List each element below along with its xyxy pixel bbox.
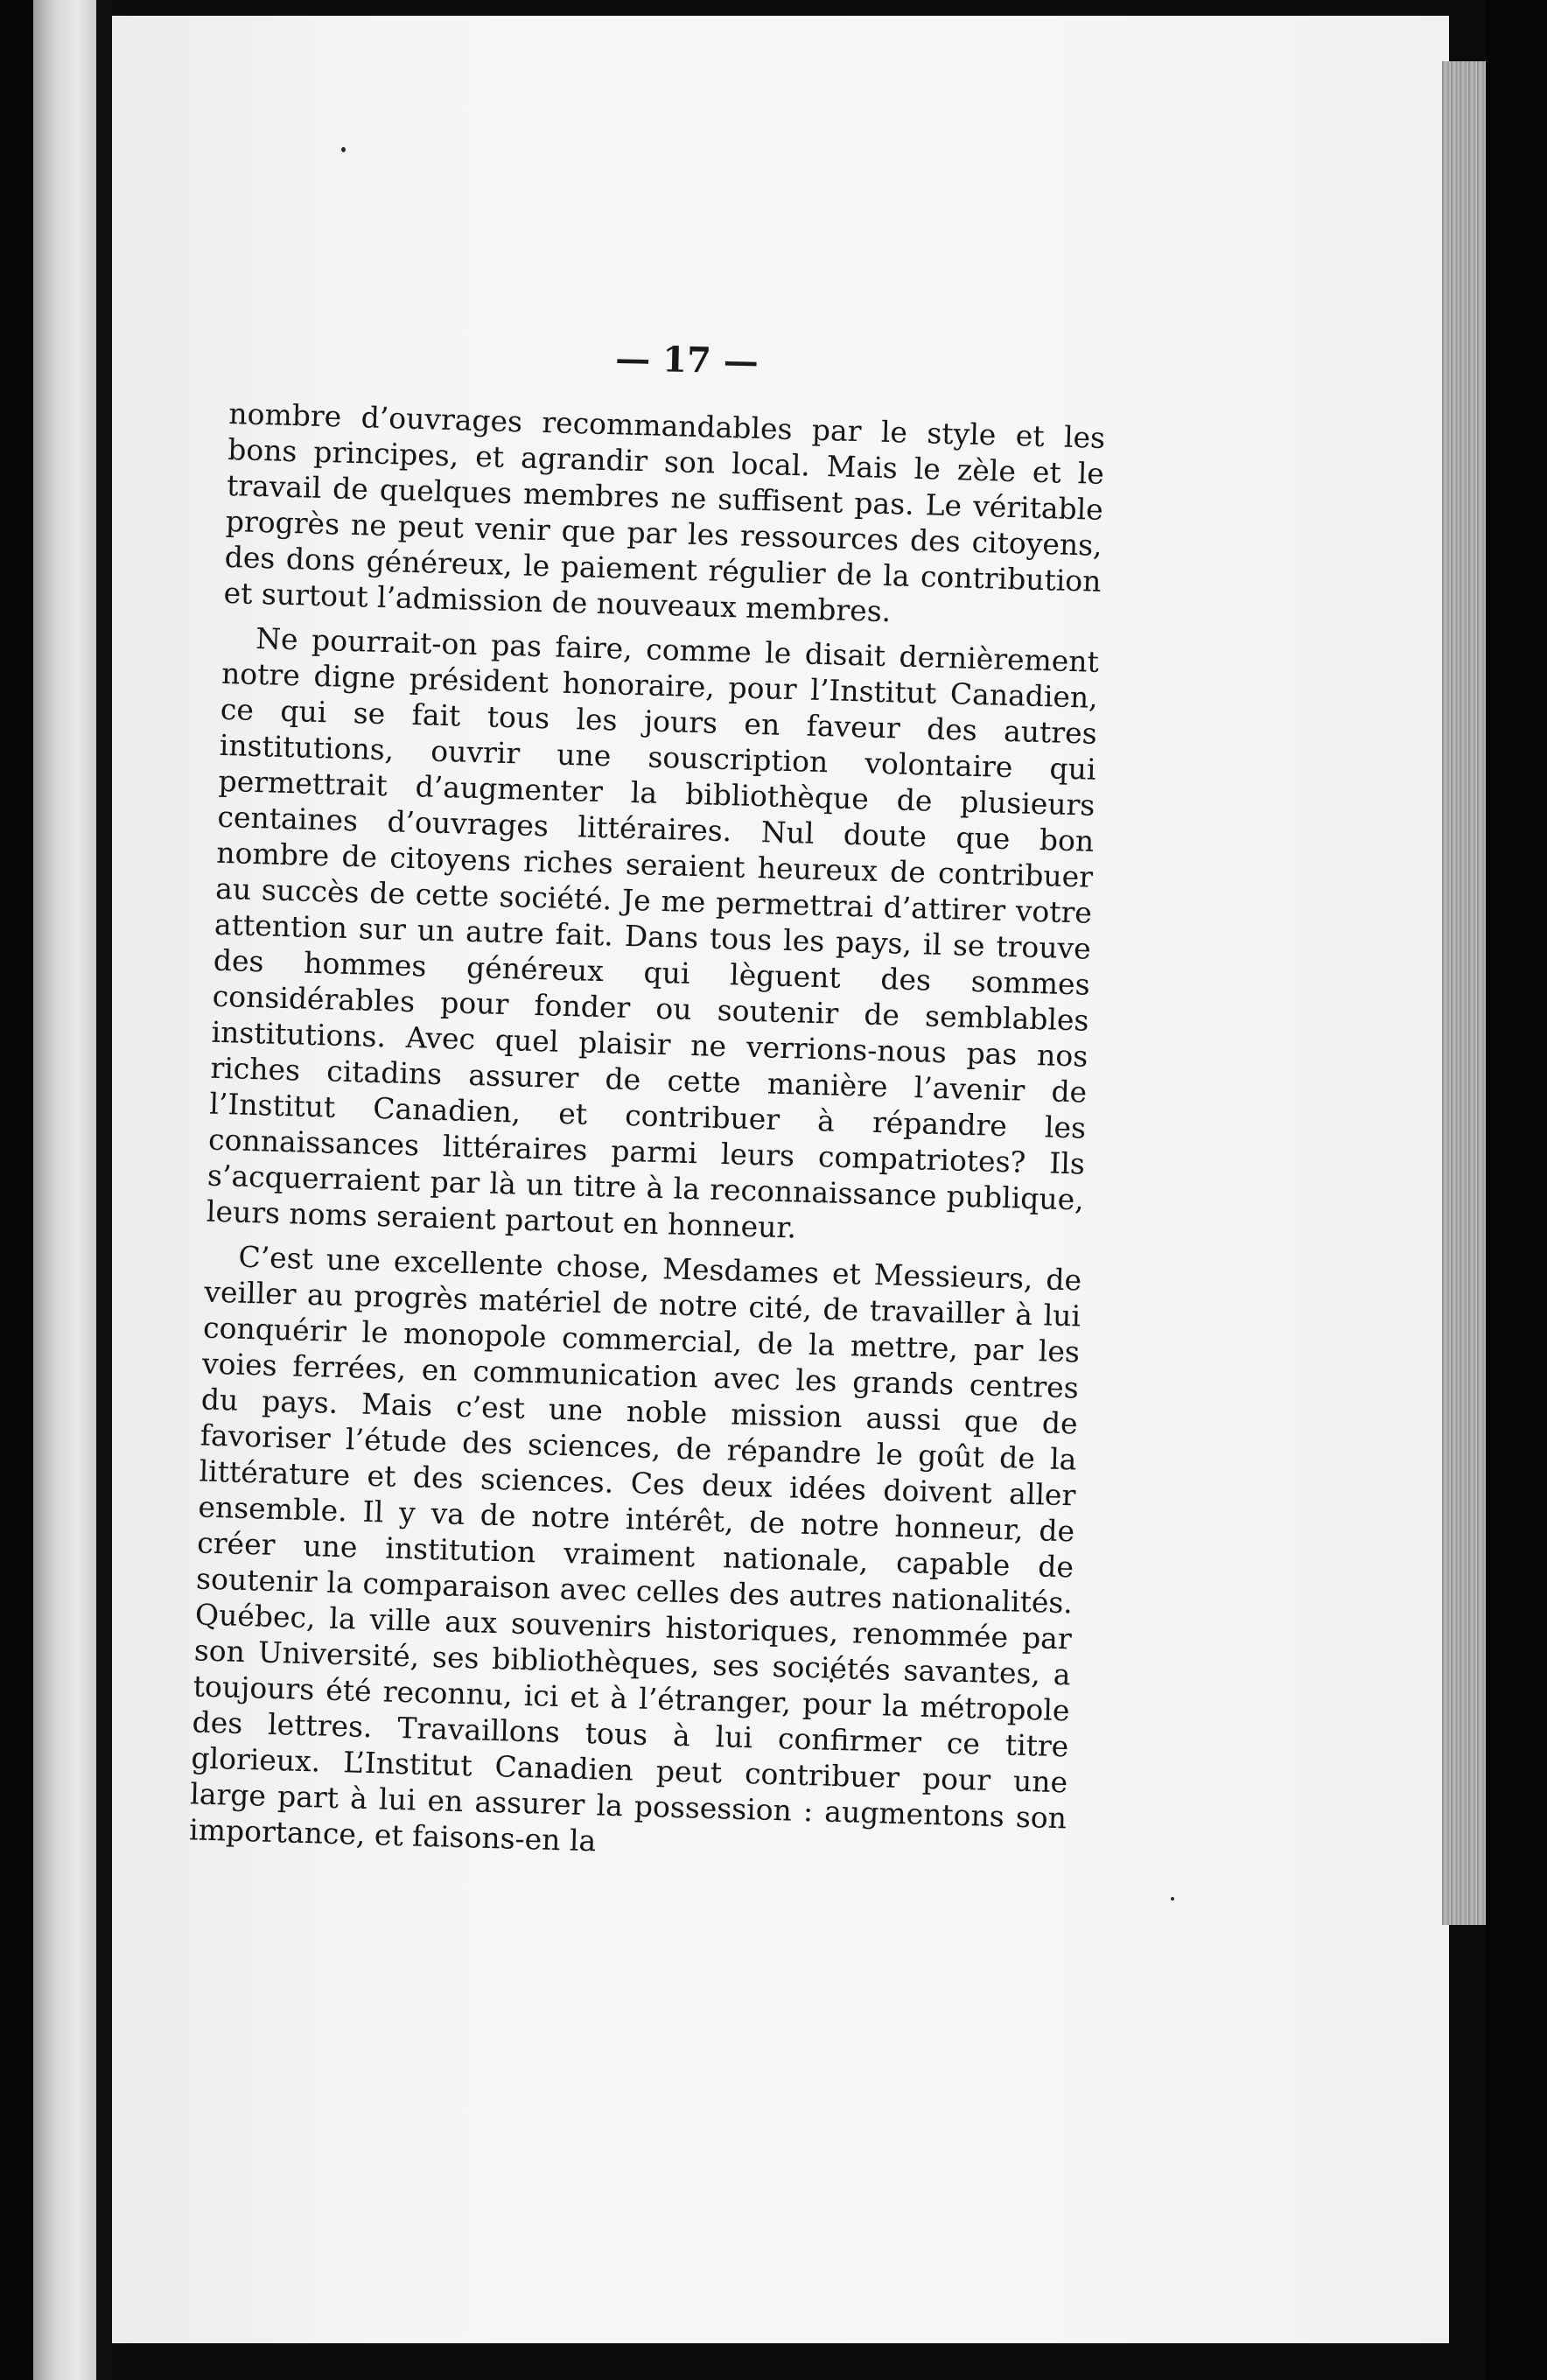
paper-speck xyxy=(341,147,346,152)
scan-background-left xyxy=(0,0,33,2380)
paper-speck xyxy=(1171,1897,1174,1900)
page-number: — 17 — xyxy=(614,338,760,382)
paragraph: Ne pourrait-on pas faire, comme le disait dernièrement notre digne président honoraire, pour l’Institut Canadien, ce qui se fait tous les jours en faveur des autres institutions, ouvrir une souscription volontaire qui permettrait d’augmenter la bibliothèque de plusieurs centaines d’ouvrages littéraires. Nul doute que bon nombre de citoyens riches seraient heureux de contribuer au succès de cette société. Je me permettrai d’attirer votre attention sur un autre fait. Dans tous les pays, il se trouve des hommes généreux qui lèguent des sommes considérables pour fonder ou soutenir de semblables institutions. Avec quel plaisir ne verrions-nous pas nos riches citadins assurer de cette manière l’avenir de l’Institut Canadien, et contribuer à répandre les connaissances littéraires parmi leurs compatriotes? Ils s’acquerraient par là un titre à la reconnaissance publique, leurs noms seraient partout en honneur. xyxy=(206,620,1100,1245)
book-gutter xyxy=(96,0,112,2380)
scan-background-right xyxy=(1486,0,1547,2380)
page-body-text xyxy=(188,396,1105,1880)
paragraph: C’est une excellente chose, Mesdames et Messieurs, de veiller au progrès matériel de notre cité, de travailler à lui conquérir le monopole commercial, de la mettre, par les voies ferrées, en communication avec les grands centres du pays. Mais c’est une noble mission aussi que de favoriser l’étude des sciences, de répandre le goût de la littérature et des sciences. Ces deux idées doivent aller ensemble. Il y va de notre intérêt, de notre honneur, de créer une institution vraiment nationale, capable de soutenir la comparaison avec celles des autres nationalités. Québec, la ville aux souvenirs historiques, renommée par son Université, ses bibliothèques, ses sociétés savantes, a toujours été reconnu, ici et à l’étranger, pour la métropole des lettres. Travaillons tous à lui confirmer ce titre glorieux. L’Institut Canadien peut contribuer pour une large part à lui en assurer la possession : augmentons son importance, et faisons-en la xyxy=(188,1239,1082,1858)
stacked-page-edges xyxy=(1442,61,1486,1925)
paragraph: nombre d’ouvrages recommandables par le style et les bons principes, et agrandir son local. Mais le zèle et le travail de quelques membres ne suffisent pas. Le véritable progrès ne peut venir que par les ressources des citoyens, des dons généreux, le paiement régulier de la contribution et surtout l’admission de nouveaux membres. xyxy=(223,396,1106,629)
previous-page-edge xyxy=(33,0,96,2380)
